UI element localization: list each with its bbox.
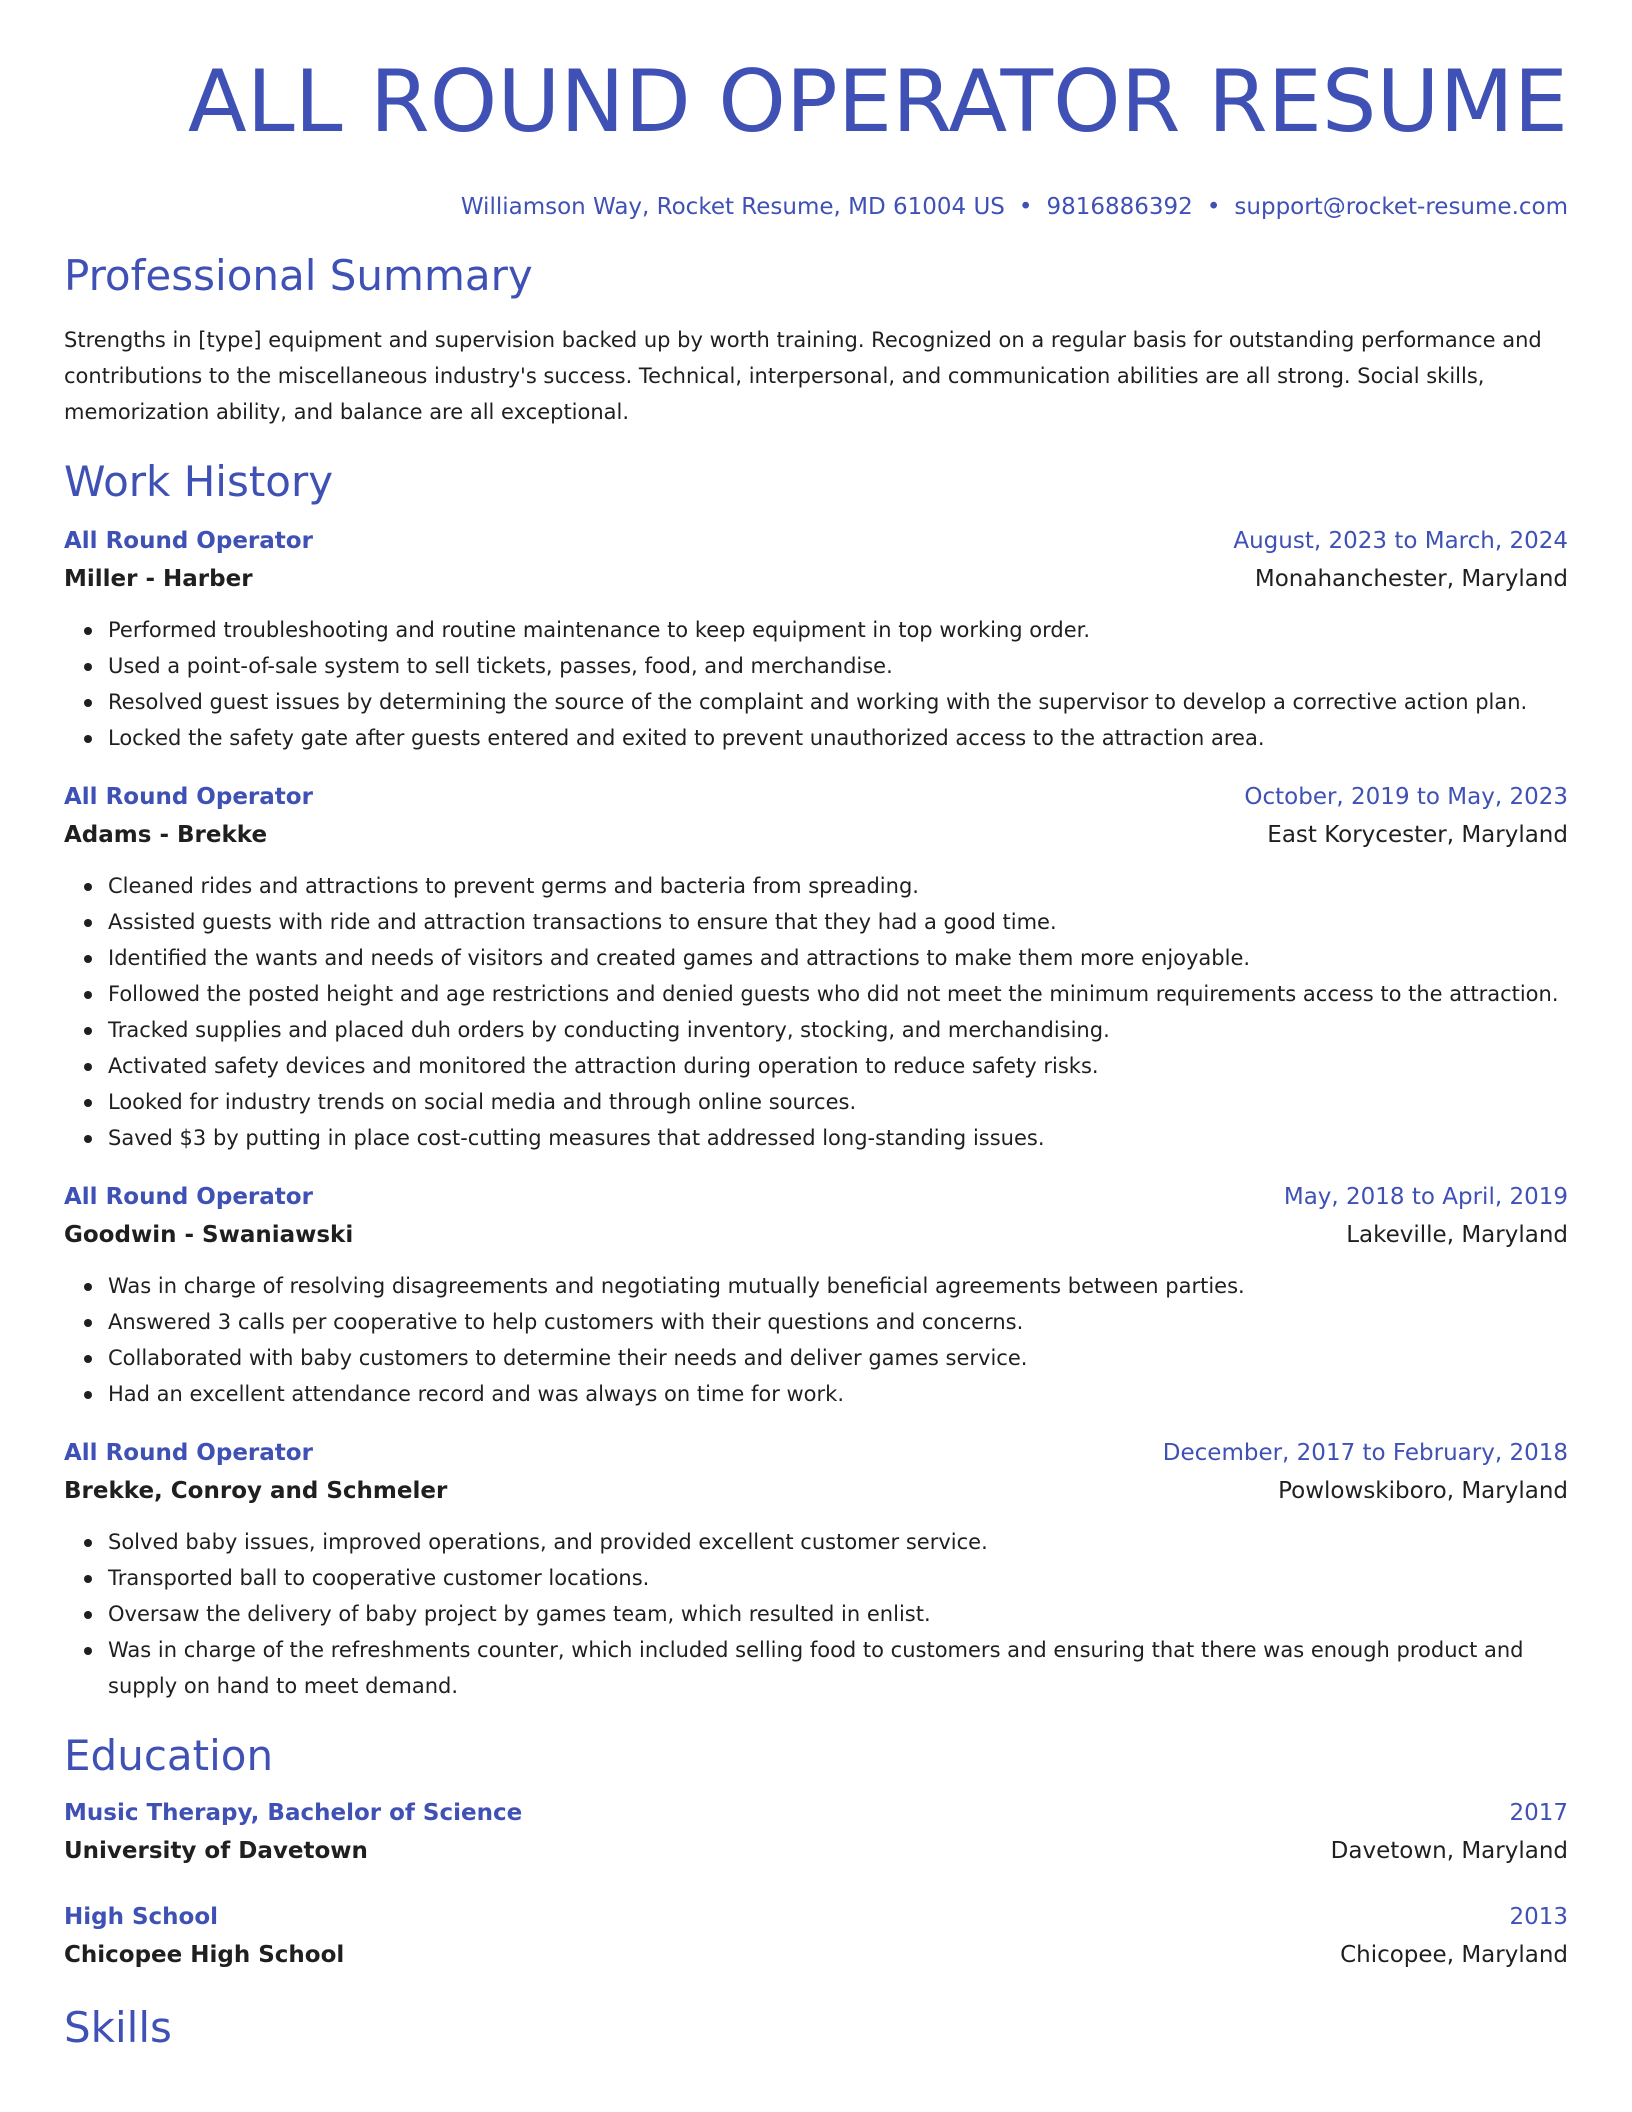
job-role: All Round Operator [64,1184,313,1210]
job-bullet: Resolved guest issues by determining the source of the complaint and working with the supervisor to develop a corrective action plan. [108,684,1568,720]
job-company-row [64,560,1568,598]
skills-heading: Skills [64,2003,172,2052]
job-bullet: Cleaned rides and attractions to prevent germs and bacteria from spreading. [108,868,1568,904]
job-company: Miller - Harber [64,566,253,592]
job-bullet: Collaborated with baby customers to determine their needs and deliver games service. [108,1340,1568,1376]
job-dates: May, 2018 to April, 2019 [1283,1184,1568,1210]
education-school-row [64,1936,1568,1974]
job-bullet: Followed the posted height and age restrictions and denied guests who did not meet the minimum requirements access to the attraction. [108,976,1568,1012]
job-bullets [64,868,1568,1156]
job-bullets [64,612,1568,756]
job-bullet: Locked the safety gate after guests entered and exited to prevent unauthorized access to the attraction area. [108,720,1568,756]
education-school: University of Davetown [64,1838,368,1864]
job-bullet: Activated safety devices and monitored the attraction during operation to reduce safety risks. [108,1048,1568,1084]
education-heading: Education [64,1731,274,1780]
job-company: Brekke, Conroy and Schmeler [64,1478,448,1504]
contact-phone: 9816886392 [1046,194,1193,220]
job-entry [64,1434,1568,1704]
job-role: All Round Operator [64,528,313,554]
education-school-row [64,1832,1568,1870]
job-location: Lakeville, Maryland [1346,1222,1568,1248]
job-location: Monahanchester, Maryland [1254,566,1568,592]
contact-email: support@rocket-resume.com [1234,194,1568,220]
job-company: Goodwin - Swaniawski [64,1222,354,1248]
job-dates: October, 2019 to May, 2023 [1244,784,1568,810]
summary-section [64,250,1568,430]
job-location: Powlowskiboro, Maryland [1278,1478,1568,1504]
work-history-heading: Work History [64,457,334,506]
job-bullet: Was in charge of the refreshments counter, which included selling food to customers and ensuring that there was enough product and supply on hand to meet demand. [108,1632,1568,1704]
job-company-row [64,1216,1568,1254]
job-bullet: Solved baby issues, improved operations, and provided excellent customer service. [108,1524,1568,1560]
job-bullet: Answered 3 calls per cooperative to help customers with their questions and concerns. [108,1304,1568,1340]
skills-section [64,2002,1568,2054]
contact-separator: • [1018,194,1033,220]
job-bullet: Assisted guests with ride and attraction transactions to ensure that they had a good time. [108,904,1568,940]
job-bullet: Tracked supplies and placed duh orders by conducting inventory, stocking, and merchandising. [108,1012,1568,1048]
resume-title: ALL ROUND OPERATOR RESUME [187,52,1568,152]
education-entry [64,1794,1568,1870]
job-dates: December, 2017 to February, 2018 [1162,1440,1568,1466]
contact-line [64,192,1568,222]
job-bullets [64,1524,1568,1704]
education-degree: High School [64,1904,219,1930]
education-location: Davetown, Maryland [1330,1838,1568,1864]
education-entry [64,1898,1568,1974]
education-degree: Music Therapy, Bachelor of Science [64,1800,523,1826]
education-section [64,1730,1568,1974]
education-year: 2013 [1509,1904,1568,1930]
job-role: All Round Operator [64,784,313,810]
job-bullet: Performed troubleshooting and routine maintenance to keep equipment in top working order. [108,612,1568,648]
job-bullet: Saved $3 by putting in place cost-cutting measures that addressed long-standing issues. [108,1120,1568,1156]
job-bullet: Used a point-of-sale system to sell tickets, passes, food, and merchandise. [108,648,1568,684]
education-year: 2017 [1509,1800,1568,1826]
job-bullet: Looked for industry trends on social media and through online sources. [108,1084,1568,1120]
job-bullets [64,1268,1568,1412]
job-entry [64,522,1568,756]
contact-separator: • [1206,194,1221,220]
job-bullet: Had an excellent attendance record and was always on time for work. [108,1376,1568,1412]
job-entry [64,778,1568,1156]
job-header-row [64,522,1568,560]
contact-address: Williamson Way, Rocket Resume, MD 61004 US [460,194,1005,220]
job-company-row [64,1472,1568,1510]
job-header-row [64,778,1568,816]
job-bullet: Transported ball to cooperative customer locations. [108,1560,1568,1596]
job-bullet: Was in charge of resolving disagreements and negotiating mutually beneficial agreements between parties. [108,1268,1568,1304]
job-header-row [64,1434,1568,1472]
job-header-row [64,1178,1568,1216]
education-location: Chicopee, Maryland [1340,1942,1568,1968]
work-history-section [64,456,1568,1704]
job-role: All Round Operator [64,1440,313,1466]
job-location: East Korycester, Maryland [1267,822,1568,848]
resume-header [64,0,1568,222]
job-bullet: Identified the wants and needs of visitors and created games and attractions to make them more enjoyable. [108,940,1568,976]
job-company: Adams - Brekke [64,822,268,848]
education-school: Chicopee High School [64,1942,345,1968]
job-dates: August, 2023 to March, 2024 [1233,528,1568,554]
summary-heading: Professional Summary [64,251,533,300]
summary-text: Strengths in [type] equipment and supervision backed up by worth training. Recognized on a regular basis for outstanding performance and contributions to the miscellaneous industry's success. Technical, interpersonal, and communication abilities are all strong. Social skills, memorization ability, and balance are all exceptional. [64,328,1542,424]
job-bullet: Oversaw the delivery of baby project by games team, which resulted in enlist. [108,1596,1568,1632]
job-company-row [64,816,1568,854]
education-header-row [64,1898,1568,1936]
education-header-row [64,1794,1568,1832]
job-entry [64,1178,1568,1412]
